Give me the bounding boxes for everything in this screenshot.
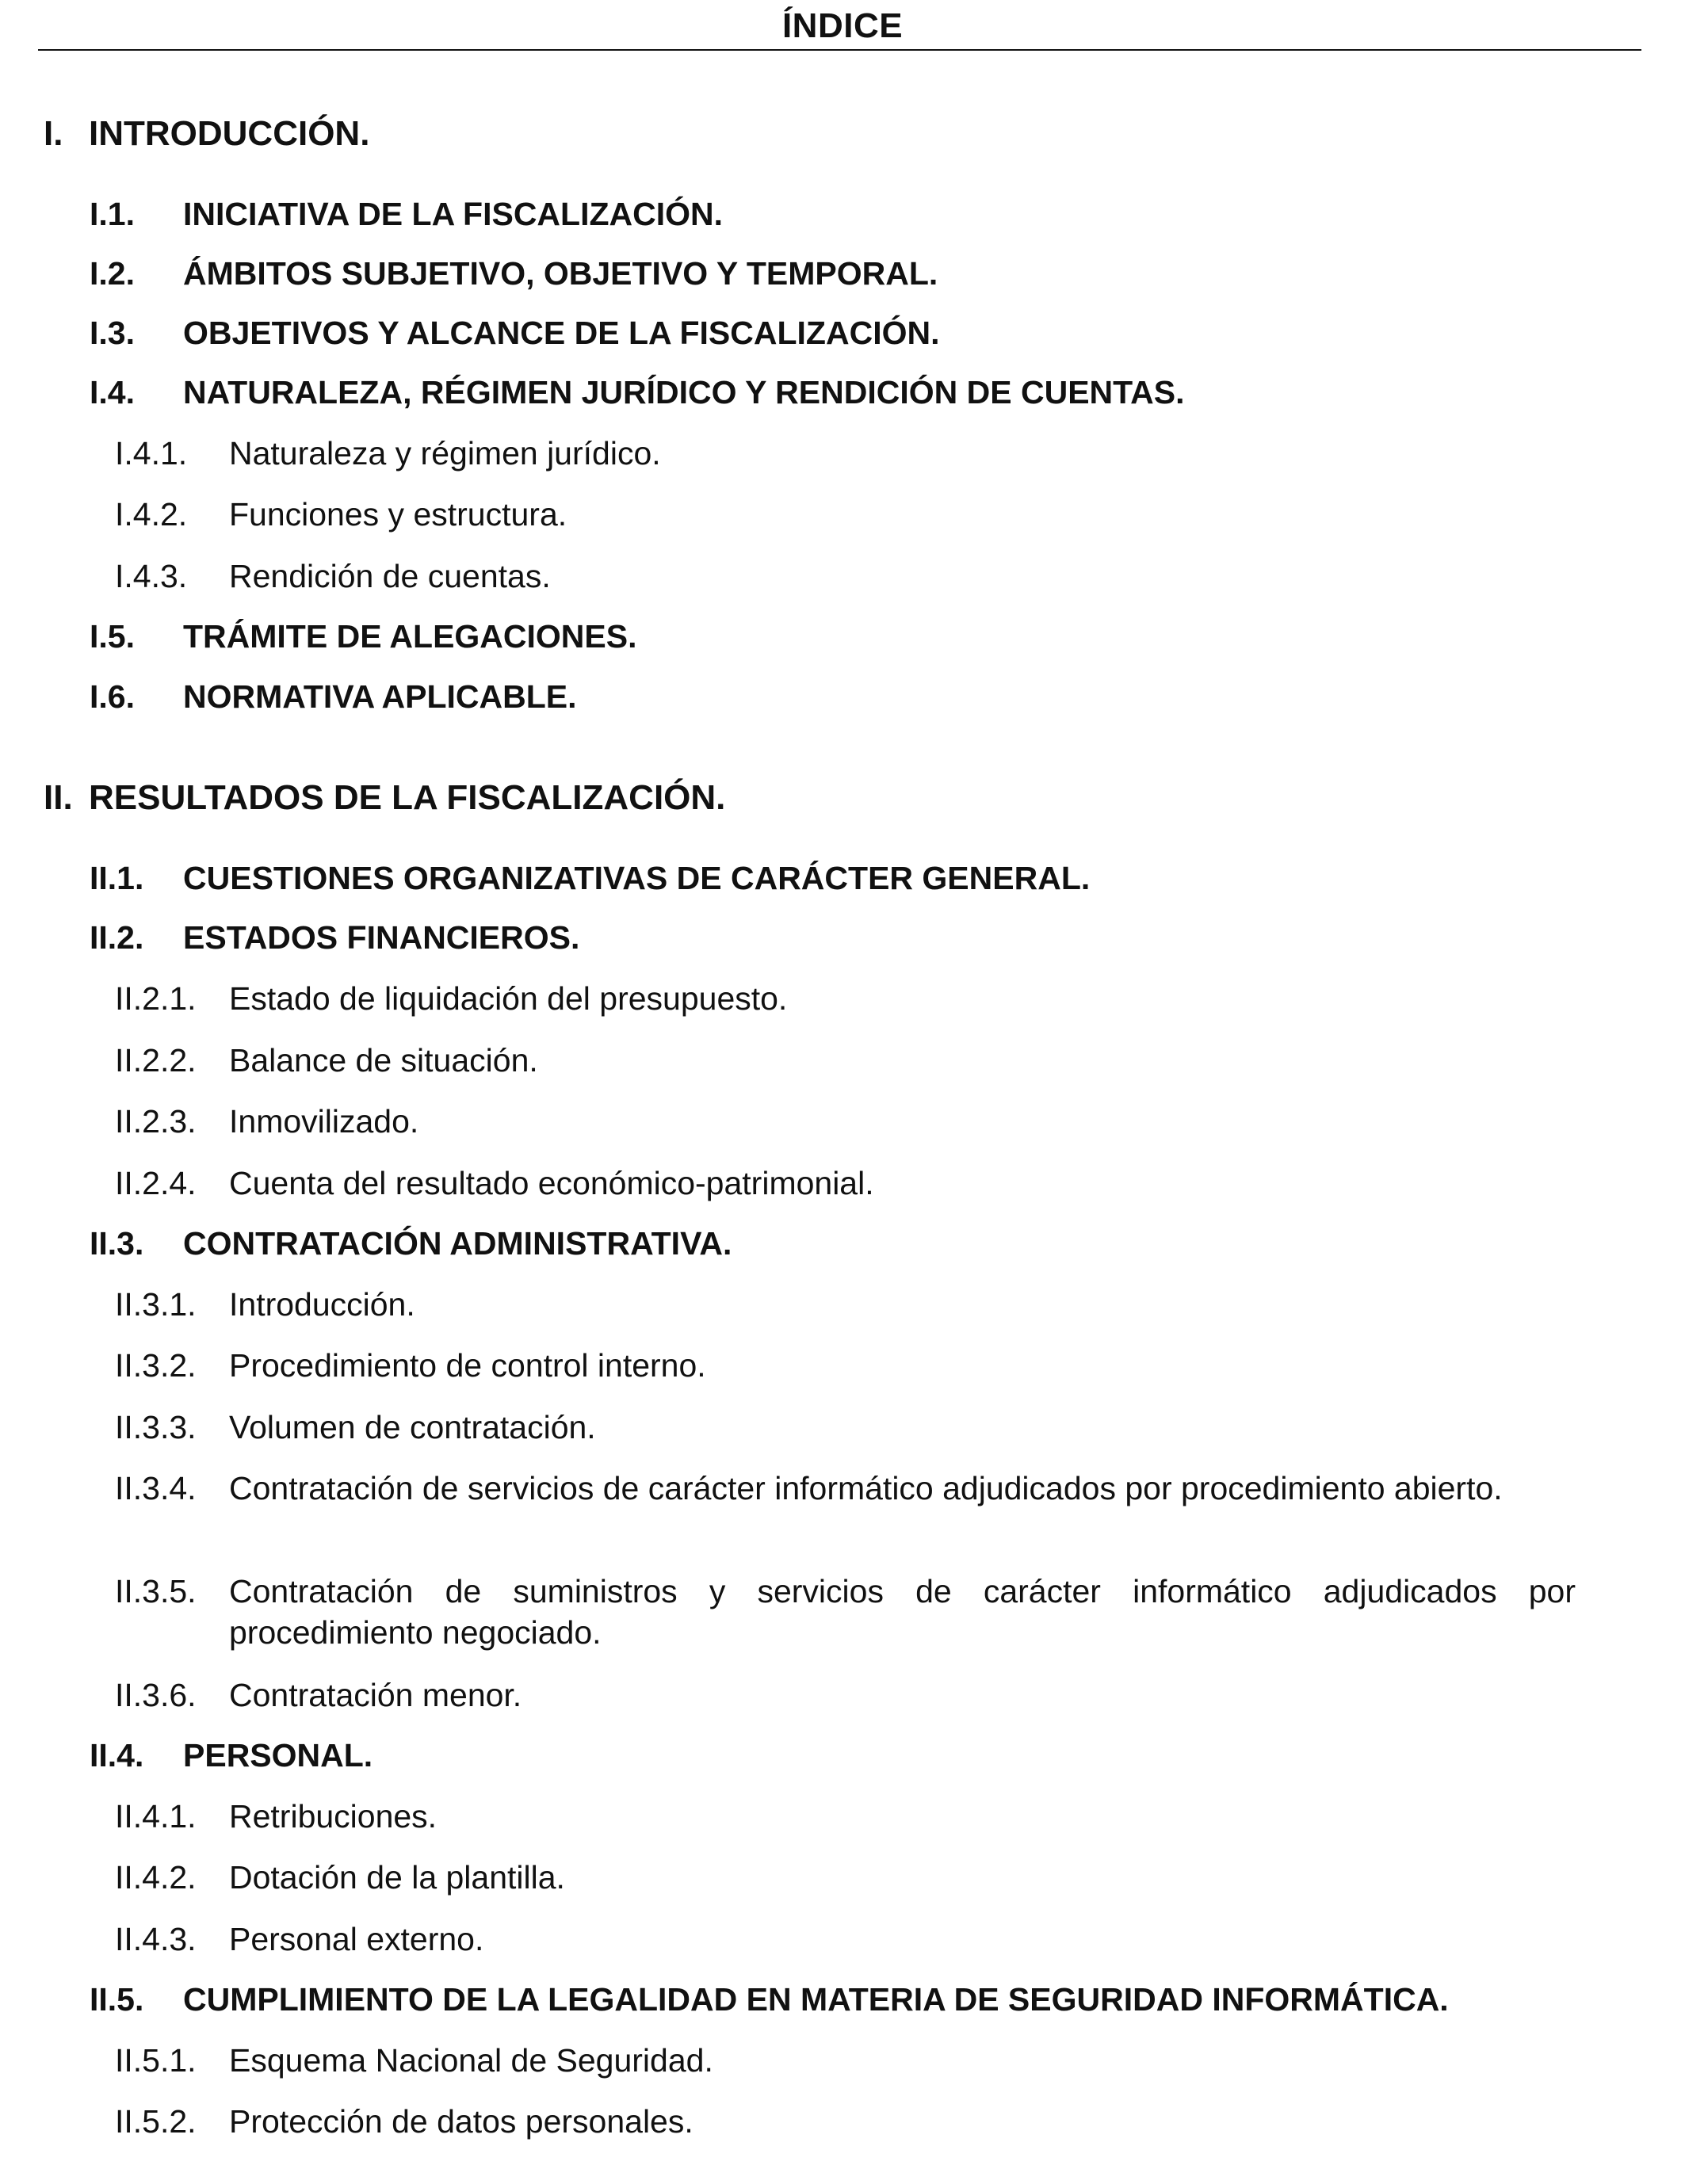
toc-section-number: I. (44, 114, 63, 153)
toc-subsection-number: II.1. (90, 860, 144, 896)
toc-item-label: Esquema Nacional de Seguridad. (229, 2042, 713, 2079)
toc-subsection-number: I.1. (90, 196, 135, 232)
toc-subsection-number: I.4. (90, 374, 135, 410)
toc-item-number: II.2.3. (115, 1103, 197, 1140)
toc-item-label: Contratación de servicios de carácter informático adjudicados por procedimiento abierto. (229, 1470, 1503, 1506)
toc-subsection-number: I.2. (90, 255, 135, 292)
toc-item-number: II.2.4. (115, 1165, 197, 1201)
toc-subsection-number: I.3. (90, 315, 135, 351)
toc-item-label: Contratación menor. (229, 1677, 522, 1713)
toc-item-number: II.3.5. (115, 1573, 197, 1609)
toc-item-label: Funciones y estructura. (229, 496, 567, 533)
toc-item-number: II.5.1. (115, 2042, 197, 2079)
toc-subsection-label: PERSONAL. (183, 1737, 373, 1774)
toc-subsection-label: CUESTIONES ORGANIZATIVAS DE CARÁCTER GENERAL. (183, 860, 1091, 896)
toc-item-number: II.2.1. (115, 980, 197, 1017)
toc-item-label: Volumen de contratación. (229, 1409, 596, 1445)
title-divider (38, 49, 1641, 51)
toc-item-label: Estado de liquidación del presupuesto. (229, 980, 788, 1017)
toc-subsection-number: II.5. (90, 1981, 144, 2018)
toc-subsection-label: INICIATIVA DE LA FISCALIZACIÓN. (183, 196, 724, 232)
toc-item-label: Protección de datos personales. (229, 2103, 693, 2140)
toc-item-number: II.3.4. (115, 1470, 197, 1506)
toc-subsection-label: OBJETIVOS Y ALCANCE DE LA FISCALIZACIÓN. (183, 315, 940, 351)
toc-item-number: II.3.1. (115, 1286, 197, 1323)
toc-item-label: Inmovilizado. (229, 1103, 419, 1140)
toc-section-label: INTRODUCCIÓN. (89, 114, 370, 153)
toc-section-number: II. (44, 778, 73, 817)
toc-item-number: I.4.2. (115, 496, 188, 533)
toc-item-label: Retribuciones. (229, 1798, 437, 1835)
toc-item-number: II.4.3. (115, 1921, 197, 1957)
toc-item-number: II.4.1. (115, 1798, 197, 1835)
toc-item-number: II.2.2. (115, 1042, 197, 1079)
toc-item-number: I.4.1. (115, 435, 188, 472)
toc-subsection-number: I.6. (90, 678, 135, 715)
toc-subsection-number: II.3. (90, 1225, 144, 1262)
toc-subsection-label: CONTRATACIÓN ADMINISTRATIVA. (183, 1225, 732, 1262)
toc-item-label: Balance de situación. (229, 1042, 538, 1079)
toc-subsection-number: II.2. (90, 919, 144, 956)
toc-item-number: II.3.2. (115, 1347, 197, 1384)
toc-item-label: Dotación de la plantilla. (229, 1859, 565, 1896)
page-title: ÍNDICE (781, 6, 904, 45)
toc-subsection-number: I.5. (90, 618, 135, 655)
toc-subsection-label: CUMPLIMIENTO DE LA LEGALIDAD EN MATERIA DE SEGURIDAD INFORMÁTICA. (183, 1981, 1449, 2018)
toc-subsection-label: NORMATIVA APLICABLE. (183, 678, 577, 715)
toc-item-number: II.3.6. (115, 1677, 197, 1713)
toc-item-label: Procedimiento de control interno. (229, 1347, 706, 1384)
toc-item-label: Rendición de cuentas. (229, 558, 551, 594)
toc-item-label: Cuenta del resultado económico-patrimonial. (229, 1165, 874, 1201)
toc-subsection-label: ESTADOS FINANCIEROS. (183, 919, 580, 956)
toc-item-label: Naturaleza y régimen jurídico. (229, 435, 661, 472)
toc-item-label: Introducción. (229, 1286, 415, 1323)
toc-subsection-label: ÁMBITOS SUBJETIVO, OBJETIVO Y TEMPORAL. (183, 255, 938, 292)
toc-item-number: II.5.2. (115, 2103, 197, 2140)
toc-item-number: I.4.3. (115, 558, 188, 594)
toc-subsection-label: NATURALEZA, RÉGIMEN JURÍDICO Y RENDICIÓN DE CUENTAS. (183, 374, 1185, 410)
toc-subsection-label: TRÁMITE DE ALEGACIONES. (183, 618, 637, 655)
toc-section-label: RESULTADOS DE LA FISCALIZACIÓN. (89, 778, 726, 817)
toc-subsection-number: II.4. (90, 1737, 144, 1774)
toc-item-label: Personal externo. (229, 1921, 484, 1957)
toc-item-label: Contratación de suministros y servicios de carácter informático adjudicados por procedimiento negociado. (229, 1573, 1576, 1651)
toc-item-number: II.3.3. (115, 1409, 197, 1445)
toc-item-number: II.4.2. (115, 1859, 197, 1896)
